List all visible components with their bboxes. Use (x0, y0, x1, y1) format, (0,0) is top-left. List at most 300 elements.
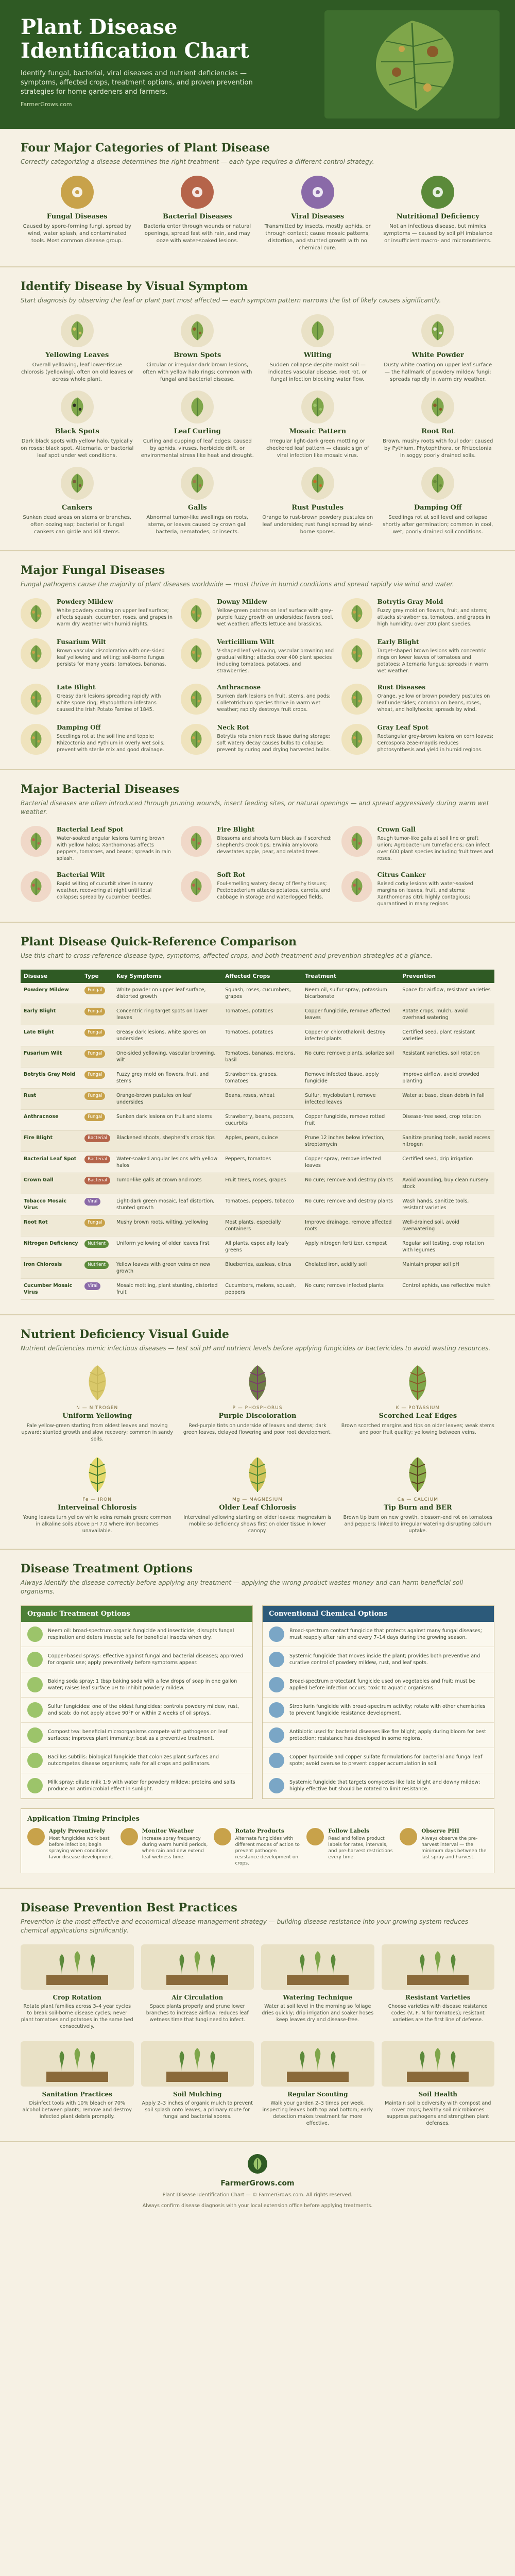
disease-desc: Fuzzy grey mold on flowers, fruit, and stems; attacks strawberries, tomatoes, and grapes in high humidity; over 200 plant species. (377, 608, 490, 627)
nutrient-desc: Pale yellow-green starting from oldest leaves and moving upward; stunted growth and slow recovery; common in sandy soils. (21, 1423, 173, 1442)
type-badge: Bacterial (84, 1134, 110, 1142)
cell-prevention: Certified seed, drip irrigation (399, 1152, 494, 1173)
disease-text (57, 871, 174, 901)
category-name: Nutritional Deficiency (396, 213, 479, 221)
timing-title: Application Timing Principles (27, 1815, 140, 1823)
disease-leaf-icon (341, 684, 372, 715)
prevention-desc: Disinfect tools with 10% bleach or 70% alcohol between plants; remove and destroy infected plant debris promptly. (22, 2100, 132, 2120)
bacterial-disease-card (181, 871, 334, 907)
treatment-text: Systemic fungicide that moves inside the plant; provides both preventive and curative control of powdery mildew, rust, and leaf spots. (289, 1653, 480, 1666)
table-row (21, 1025, 494, 1046)
prevention-section (0, 1889, 515, 2142)
timing-icon (400, 1828, 417, 1845)
cell-crops: Strawberries, grapes, tomatoes (222, 1067, 302, 1089)
disease-text (217, 871, 334, 901)
timing-box (21, 1808, 494, 1873)
prevention-name: Soil Mulching (173, 2091, 222, 2098)
nutrient-name: Scorched Leaf Edges (379, 1412, 457, 1420)
footer-note: Always confirm disease diagnosis with your local extension office before applying treatments. (142, 2203, 373, 2209)
table-row (21, 1110, 494, 1131)
treatment-text: Baking soda spray: 1 tbsp baking soda with a few drops of soap in one gallon water; raises leaf surface pH to inhibit powdery mildew. (48, 1679, 237, 1691)
table-row (21, 1258, 494, 1279)
nutrient-card (341, 1362, 494, 1443)
symptom-card (261, 467, 374, 536)
category-desc: Bacteria enter through wounds or natural openings, spread fast with rain, and may ooze with water-soaked lesions. (144, 224, 251, 244)
nutrient-name: Uniform Yellowing (62, 1412, 132, 1420)
treatment-icon (269, 1727, 284, 1743)
disease-desc: Seedlings rot at the soil line and topple; Rhizoctonia and Pythium in overly wet soils; prevent with sterile mix and good drainage. (57, 734, 165, 753)
disease-text (217, 684, 334, 713)
cell-crops: Blueberries, azaleas, citrus (222, 1258, 302, 1279)
type-badge: Fungal (84, 1219, 105, 1227)
disease-text (57, 684, 174, 713)
type-badge: Fungal (84, 1008, 105, 1015)
cell-type (81, 1025, 113, 1046)
disease-name: Soft Rot (217, 871, 246, 878)
prevention-desc: Walk your garden 2–3 times per week, inspecting leaves both top and bottom; early detection makes treatment far more effective. (262, 2100, 373, 2126)
disease-leaf-icon (181, 598, 212, 629)
section-title: Four Major Categories of Plant Disease (21, 141, 270, 155)
prevention-illustration-icon (261, 1944, 374, 1990)
treatment-item (21, 1622, 252, 1647)
prevention-name: Regular Scouting (287, 2091, 348, 2098)
cell-crops: Fruit trees, roses, grapes (222, 1173, 302, 1194)
page-subtitle: Identify fungal, bacterial, viral diseases and nutrient deficiencies — symptoms, affected crops, treatment options, and proven prevention strategies for home gardeners and farmers. (21, 70, 253, 96)
fungal-disease-card (181, 638, 334, 674)
bacterial-disease-card (341, 826, 494, 862)
treatment-item (21, 1723, 252, 1748)
prevention-card (21, 2041, 134, 2127)
symptom-name: White Powder (411, 351, 464, 359)
timing-icon (121, 1828, 138, 1845)
table-header-cell: Prevention (399, 970, 494, 983)
treatment-icon (27, 1778, 43, 1793)
prevention-illustration-icon (261, 2041, 374, 2087)
symptom-name: Yellowing Leaves (45, 351, 109, 359)
treatment-item (21, 1698, 252, 1723)
disease-name: Powdery Mildew (57, 598, 113, 605)
disease-text (57, 724, 174, 753)
disease-name: Gray Leaf Spot (377, 724, 428, 731)
symptom-leaf-icon (421, 314, 454, 347)
cell-type (81, 1152, 113, 1173)
cell-prevention: Sanitize pruning tools, avoid excess nitrogen (399, 1131, 494, 1152)
symptom-name: Galls (187, 504, 207, 512)
cell-type (81, 1173, 113, 1194)
timing-item (306, 1828, 394, 1867)
treatment-icon (269, 1677, 284, 1692)
bacterial-disease-card (341, 871, 494, 907)
cell-treatment: Copper fungicide, remove affected leaves (302, 1004, 399, 1025)
prevention-name: Soil Health (418, 2091, 458, 2098)
symptom-name: Brown Spots (174, 351, 221, 359)
nutrient-tag: Ca — CALCIUM (397, 1497, 438, 1502)
table-row (21, 1173, 494, 1194)
timing-text (235, 1828, 302, 1867)
hero-leaf-icon (324, 10, 500, 118)
timing-grid (27, 1828, 488, 1867)
symptom-desc: Irregular light-dark green mottling or checkered leaf pattern — classic sign of viral infection like mosaic virus. (266, 438, 369, 459)
timing-desc: Read and follow product labels for rates, intervals, and pre-harvest restrictions every time. (328, 1836, 393, 1860)
cell-disease: Early Blight (21, 1004, 81, 1025)
type-badge: Bacterial (84, 1156, 110, 1163)
treatment-item (21, 1748, 252, 1773)
disease-name: Verticillium Wilt (217, 638, 274, 646)
cell-type (81, 983, 113, 1004)
disease-desc: Botrytis rots onion neck tissue during storage; soft watery decay causes bulbs to collapse; prevent by curing and drying harvested bulbs. (217, 734, 331, 753)
cell-symptoms: Mushy brown roots, wilting, yellowing (113, 1215, 222, 1236)
symptom-desc: Sudden collapse despite moist soil — indicates vascular disease, root rot, or fungal infection blocking water flow. (268, 362, 367, 382)
disease-leaf-icon (21, 871, 52, 902)
symptom-desc: Overall yellowing, leaf lower-tissue chlorosis (yellowing), often on old leaves or across whole plant. (21, 362, 133, 382)
table-row (21, 1089, 494, 1110)
symptom-desc: Brown, mushy roots with foul odor; caused by Pythium, Phytophthora, or Rhizoctonia in soggy poorly drained soils. (383, 438, 493, 459)
cell-type (81, 1215, 113, 1236)
type-badge: Fungal (84, 1092, 105, 1100)
treatment-text: Systemic fungicide that targets oomycetes like late blight and downy mildew; highly effective but should be rotated to limit resistance. (289, 1780, 480, 1792)
nutrient-tag: Mg — MAGNESIUM (232, 1497, 283, 1502)
treatment-item (263, 1622, 494, 1647)
cell-prevention: Water at base, clean debris in fall (399, 1089, 494, 1110)
fungal-disease-card (341, 724, 494, 755)
disease-desc: Foul-smelling watery decay of fleshy tissues; Pectobacterium attacks potatoes, carrots, and cabbage in storage and waterlogged fields. (217, 881, 331, 900)
bacteria-icon (181, 176, 214, 209)
symptom-card (382, 391, 495, 460)
page-header (0, 0, 515, 129)
timing-item (400, 1828, 488, 1867)
cell-treatment: No cure; remove infected plants (302, 1279, 399, 1300)
nutrient-tag: K — POTASSIUM (396, 1405, 440, 1411)
symptom-name: Leaf Curling (174, 428, 221, 435)
cell-crops: Squash, roses, cucumbers, grapes (222, 983, 302, 1004)
timing-name: Rotate Products (235, 1828, 284, 1834)
nutrient-desc: Brown scorched margins and tips on older leaves; weak stems and poor fruit quality; yellowing between veins. (341, 1423, 494, 1435)
nutrient-card (21, 1454, 174, 1534)
nutrient-desc: Brown tip burn on new growth, blossom-end rot on tomatoes and peppers; linked to irregular watering disrupting calcium uptake. (343, 1515, 493, 1534)
fungal-disease-card (341, 638, 494, 674)
fungal-disease-card (21, 638, 174, 674)
cell-treatment: No cure; remove and destroy plants (302, 1173, 399, 1194)
cell-prevention: Wash hands, sanitize tools, resistant varieties (399, 1194, 494, 1215)
categories-section (0, 129, 515, 267)
cell-disease: Tobacco Mosaic Virus (21, 1194, 81, 1215)
symptom-card (382, 467, 495, 536)
symptom-name: Cankers (61, 504, 93, 512)
symptom-leaf-icon (421, 391, 454, 423)
treatment-text: Bacillus subtilis: biological fungicide that colonizes plant surfaces and outcompetes disease organisms; safe for all crops and pollinators. (48, 1754, 219, 1767)
symptom-leaf-icon (301, 391, 334, 423)
cell-crops: Beans, roses, wheat (222, 1089, 302, 1110)
disease-name: Fusarium Wilt (57, 638, 106, 646)
disease-desc: Greasy dark lesions spreading rapidly with white spore ring; Phytophthora infestans caused the Irish Potato Famine of 1845. (57, 693, 161, 713)
treatment-item (263, 1773, 494, 1799)
treatment-text: Copper hydroxide and copper sulfate formulations for bacterial and fungal leaf spots; avoid overuse to prevent copper accumulation in soil. (289, 1754, 483, 1767)
timing-desc: Increase spray frequency during warm humid periods, when rain and dew extend leaf wetness time. (142, 1836, 208, 1860)
treatment-item (21, 1647, 252, 1672)
nutrient-leaf-icon (341, 1362, 494, 1403)
cell-treatment: Improve drainage, remove affected roots (302, 1215, 399, 1236)
cell-symptoms: Yellow leaves with green veins on new growth (113, 1258, 222, 1279)
nutrient-card (341, 1454, 494, 1534)
table-header-cell: Key Symptoms (113, 970, 222, 983)
footer-copyright: Plant Disease Identification Chart — © FarmerGrows.com. All rights reserved. (162, 2192, 353, 2198)
disease-name: Botrytis Gray Mold (377, 598, 443, 605)
section-lead: Fungal pathogens cause the majority of plant diseases worldwide — most thrive in humid conditions and spread rapidly via wind and water. (21, 581, 454, 588)
cell-type (81, 1089, 113, 1110)
table-header-cell: Affected Crops (222, 970, 302, 983)
timing-name: Observe PHI (421, 1828, 459, 1834)
nutrient-card (21, 1362, 174, 1443)
footer-brand[interactable]: FarmerGrows.com (220, 2179, 295, 2188)
fungal-disease-card (181, 598, 334, 629)
disease-leaf-icon (181, 826, 212, 857)
category-name: Bacterial Diseases (163, 213, 232, 221)
cell-treatment: No cure; remove plants, solarize soil (302, 1046, 399, 1067)
table-row (21, 1131, 494, 1152)
symptom-leaf-icon (301, 314, 334, 347)
treatment-icon (269, 1626, 284, 1642)
treatment-icon (269, 1702, 284, 1718)
comparison-table (21, 970, 494, 1300)
symptom-card (261, 391, 374, 460)
category-card (382, 176, 495, 252)
timing-item (214, 1828, 302, 1867)
category-card (141, 176, 254, 252)
treatment-item (263, 1698, 494, 1723)
disease-name: Anthracnose (217, 684, 261, 691)
disease-leaf-icon (181, 684, 212, 715)
section-lead: Use this chart to cross-reference disease type, symptoms, affected crops, and both treatment and prevention strategies at a glance. (21, 952, 433, 959)
cell-type (81, 1004, 113, 1025)
cell-disease: Bacterial Leaf Spot (21, 1152, 81, 1173)
nutrient-name: Tip Burn and BER (383, 1504, 452, 1512)
table-row (21, 1046, 494, 1067)
symptom-leaf-icon (61, 467, 94, 500)
cell-prevention: Control aphids, use reflective mulch (399, 1279, 494, 1300)
nutrient-name: Purple Discoloration (218, 1412, 297, 1420)
disease-name: Downy Mildew (217, 598, 267, 605)
symptom-leaf-icon (181, 314, 214, 347)
disease-leaf-icon (341, 724, 372, 755)
cell-type (81, 1258, 113, 1279)
cell-disease: Fusarium Wilt (21, 1046, 81, 1067)
timing-icon (214, 1828, 231, 1845)
table-header-cell: Treatment (302, 970, 399, 983)
cell-disease: Rust (21, 1089, 81, 1110)
prevention-illustration-icon (141, 1944, 254, 1990)
type-badge: Viral (84, 1282, 100, 1290)
nutrient-name: Interveinal Chlorosis (58, 1504, 137, 1512)
treatment-item (263, 1723, 494, 1748)
category-desc: Transmitted by insects, mostly aphids, or through contact; cause mosaic patterns, distortion, and stunted growth with no chemical cure. (264, 224, 371, 251)
category-name: Viral Diseases (291, 213, 345, 221)
section-lead: Always identify the disease correctly before applying any treatment — applying the wrong product wastes money and can harm beneficial soil organisms. (21, 1579, 464, 1595)
table-row (21, 1194, 494, 1215)
symptom-desc: Seedlings rot at soil level and collapse shortly after germination; common in cool, wet, poorly drained soil conditions. (383, 515, 493, 535)
cell-prevention: Rotate crops, mulch, avoid overhead watering (399, 1004, 494, 1025)
disease-leaf-icon (341, 598, 372, 629)
symptom-desc: Circular or irregular dark brown lesions, often with yellow halo rings; common with fungal and bacterial disease. (143, 362, 252, 382)
cell-symptoms: Fuzzy grey mold on flowers, fruit, and stems (113, 1067, 222, 1089)
fungal-disease-card (181, 724, 334, 755)
type-badge: Fungal (84, 987, 105, 994)
nutrient-leaf-icon (21, 1454, 174, 1495)
treatment-icon (27, 1677, 43, 1692)
disease-desc: Water-soaked angular lesions turning brown with yellow halos; Xanthomonas affects peppers, tomatoes, and beans; spreads in rain splash. (57, 836, 171, 861)
section-title: Identify Disease by Visual Symptom (21, 280, 248, 293)
symptom-desc: Dark black spots with yellow halo, typically on roses; black spot, Alternaria, or bacterial leaf spot under wet conditions. (21, 438, 134, 459)
page-footer (0, 2142, 515, 2223)
cell-crops: Tomatoes, bananas, melons, basil (222, 1046, 302, 1067)
conventional-heading: Conventional Chemical Options (263, 1606, 494, 1622)
cell-symptoms: Orange-brown pustules on leaf undersides (113, 1089, 222, 1110)
disease-desc: Rough tumor-like galls at soil line or graft union; Agrobacterium tumefaciens; can infect over 600 plant species including fruit trees and roses. (377, 836, 493, 861)
section-title: Nutrient Deficiency Visual Guide (21, 1328, 229, 1341)
cell-symptoms: Water-soaked angular lesions with yellow halos (113, 1152, 222, 1173)
prevention-card (382, 2041, 495, 2127)
timing-desc: Always observe the pre-harvest interval — the minimum days between the last spray and harvest. (421, 1836, 487, 1860)
nutrient-grid (21, 1362, 494, 1534)
section-title: Major Bacterial Diseases (21, 783, 179, 796)
fungal-disease-card (341, 598, 494, 629)
disease-text (217, 826, 334, 855)
cell-treatment: Copper or chlorothalonil; destroy infected plants (302, 1025, 399, 1046)
nutrient-tag: P — PHOSPHORUS (232, 1405, 283, 1411)
cell-prevention: Improve airflow, avoid crowded planting (399, 1067, 494, 1089)
treatment-item (263, 1647, 494, 1672)
brand-leaf-icon (247, 2154, 268, 2174)
section-lead: Nutrient deficiencies mimic infectious diseases — test soil pH and nutrient levels before applying fungicides or bactericides to avoid wasting resources. (21, 1345, 491, 1352)
disease-text (57, 638, 174, 668)
symptom-card (141, 391, 254, 460)
symptom-leaf-icon (181, 391, 214, 423)
disease-desc: V-shaped leaf yellowing, vascular browning and gradual wilting; attacks over 400 plant species including tomatoes, potatoes, and strawberries. (217, 648, 334, 674)
disease-leaf-icon (21, 598, 52, 629)
disease-desc: Raised corky lesions with water-soaked margins on leaves, fruit, and stems; Xanthomonas citri; highly contagious; quarantined in many regions. (377, 881, 473, 907)
treatment-icon (27, 1727, 43, 1743)
page-title: Plant Disease Identification Chart (21, 15, 249, 63)
treatment-text: Antibiotic used for bacterial diseases like fire blight; apply during bloom for best protection; resistance has developed in some regions. (289, 1729, 486, 1741)
disease-desc: Brown vascular discoloration with one-sided leaf yellowing and wilting; soil-borne fungus persists for many years; tomatoes, bananas. (57, 648, 166, 667)
disease-desc: Blossoms and shoots turn black as if scorched; shepherd's crook tips; Erwinia amylovora devastates apple, pear, and related trees. (217, 836, 332, 855)
cell-symptoms: Light-dark green mosaic, leaf distortion, stunted growth (113, 1194, 222, 1215)
table-row (21, 1152, 494, 1173)
table-body (21, 983, 494, 1300)
treatment-text: Strobilurin fungicide with broad-spectrum activity; rotate with other chemistries to prevent fungicide resistance development. (289, 1704, 486, 1716)
symptoms-grid (21, 314, 494, 536)
type-badge: Fungal (84, 1071, 105, 1079)
section-title: Plant Disease Quick-Reference Comparison (21, 935, 297, 948)
nutrient-leaf-icon (21, 1362, 174, 1403)
cell-symptoms: Greasy dark lesions, white spores on undersides (113, 1025, 222, 1046)
prevention-desc: Choose varieties with disease resistance codes (V, F, N for tomatoes); resistant varieties are the first line of defense. (388, 2004, 488, 2023)
symptom-card (141, 314, 254, 383)
cell-treatment: Neem oil, sulfur spray, potassium bicarbonate (302, 983, 399, 1004)
symptom-desc: Dusty white coating on upper leaf surface — the hallmark of powdery mildew fungi; spreads rapidly in warm dry weather. (384, 362, 492, 382)
disease-name: Late Blight (57, 684, 96, 691)
table-header-row (21, 970, 494, 983)
section-title: Major Fungal Diseases (21, 564, 165, 577)
prevention-name: Crop Rotation (53, 1994, 102, 2001)
disease-text (57, 598, 174, 628)
timing-desc: Most fungicides work best before infection; begin spraying when conditions favor disease development. (49, 1836, 114, 1860)
nutrient-tag: Fe — IRON (82, 1497, 112, 1502)
timing-name: Monitor Weather (142, 1828, 194, 1834)
timing-text (49, 1828, 115, 1867)
symptom-name: Wilting (303, 351, 332, 359)
disease-text (377, 724, 494, 753)
cell-disease: Root Rot (21, 1215, 81, 1236)
mushroom-icon (61, 176, 94, 209)
leaf-icon (421, 176, 454, 209)
symptom-card (21, 314, 134, 383)
treatment-text: Milk spray: dilute milk 1:9 with water for powdery mildew; proteins and salts produce an antimicrobial effect in sunlight. (48, 1780, 235, 1792)
treatment-icon (27, 1753, 43, 1768)
disease-text (217, 638, 334, 674)
cell-type (81, 1067, 113, 1089)
treatment-section (0, 1550, 515, 1889)
cell-disease: Nitrogen Deficiency (21, 1236, 81, 1258)
treatment-item (21, 1773, 252, 1799)
cell-crops: Tomatoes, peppers, tobacco (222, 1194, 302, 1215)
disease-text (57, 826, 174, 862)
disease-text (377, 598, 494, 628)
cell-disease: Fire Blight (21, 1131, 81, 1152)
treatment-text: Sulfur fungicides: one of the oldest fungicides; controls powdery mildew, rust, and scab; do not apply above 90°F or within 2 weeks of oil sprays. (48, 1704, 239, 1716)
nutrient-desc: Young leaves turn yellow while veins remain green; common in alkaline soils above pH 7.0 where iron becomes unavailable. (23, 1515, 171, 1534)
disease-leaf-icon (181, 638, 212, 669)
virus-icon (301, 176, 334, 209)
prevention-desc: Water at soil level in the morning so foliage dries quickly; drip irrigation and soaker hoses keep leaves dry and disease-free. (262, 2004, 374, 2023)
disease-text (377, 638, 494, 674)
disease-name: Neck Rot (217, 724, 249, 731)
categories-grid (21, 176, 494, 252)
nutrient-leaf-icon (181, 1454, 334, 1495)
section-title: Disease Treatment Options (21, 1562, 193, 1575)
nutrient-name: Older Leaf Chlorosis (219, 1504, 296, 1512)
disease-leaf-icon (341, 638, 372, 669)
cell-prevention: Disease-free seed, crop rotation (399, 1110, 494, 1131)
cell-symptoms: Tumor-like galls at crown and roots (113, 1173, 222, 1194)
prevention-name: Resistant Varieties (405, 1994, 471, 2001)
cell-symptoms: One-sided yellowing, vascular browning, wilt (113, 1046, 222, 1067)
prevention-name: Watering Technique (283, 1994, 353, 2001)
cell-symptoms: Mosaic mottling, plant stunting, distorted fruit (113, 1279, 222, 1300)
cell-type (81, 1236, 113, 1258)
cell-prevention: Maintain proper soil pH (399, 1258, 494, 1279)
symptom-card (21, 467, 134, 536)
symptoms-section (0, 267, 515, 551)
bacterial-disease-card (181, 826, 334, 862)
prevention-name: Air Circulation (171, 1994, 224, 2001)
table-row (21, 1004, 494, 1025)
type-badge: Viral (84, 1198, 100, 1206)
timing-item (27, 1828, 115, 1867)
nutrient-card (181, 1454, 334, 1534)
cell-type (81, 1046, 113, 1067)
prevention-desc: Space plants properly and prune lower branches to increase airflow; reduces leaf wetness time that fungi need to infect. (146, 2004, 249, 2023)
treatment-icon (27, 1626, 43, 1642)
symptom-card (261, 314, 374, 383)
disease-name: Citrus Canker (377, 871, 426, 878)
cell-symptoms: Sunken dark lesions on fruit and stems (113, 1110, 222, 1131)
disease-name: Crown Gall (377, 826, 416, 833)
disease-leaf-icon (341, 871, 372, 902)
prevention-illustration-icon (141, 2041, 254, 2087)
treatment-icon (27, 1652, 43, 1667)
bacterial-grid (21, 826, 494, 907)
disease-name: Bacterial Wilt (57, 871, 105, 878)
